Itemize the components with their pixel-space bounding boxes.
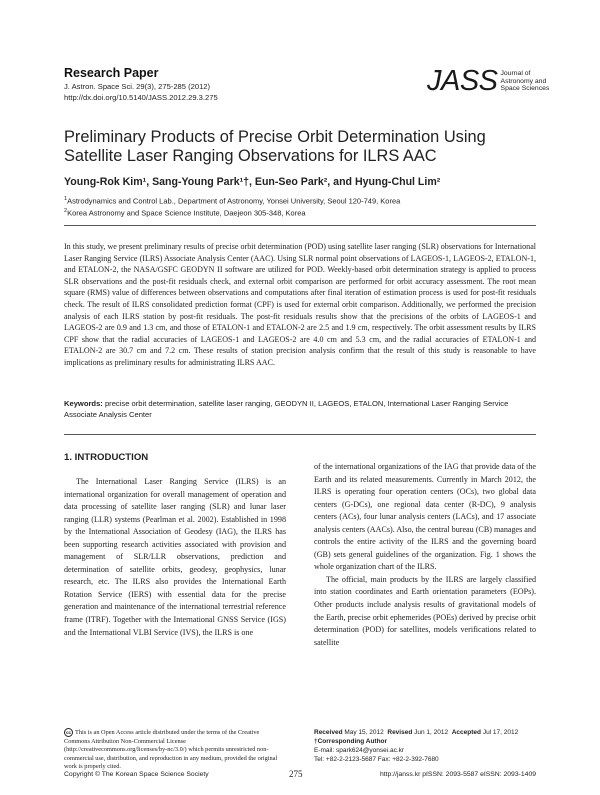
body-column-left [64,476,286,639]
paragraph: The official, main products by the ILRS are largely classified into station coordinates and Earth orientation parameters (EOPs). Other products include analysis results of gravitational models of the Earth, precise orbit ephemerides (POEs) derived by precise orbit determination (POD) for satellites, models verifications related to satellite [314,574,536,647]
logo-subtitle [501,70,550,93]
paper-type: Research Paper [64,66,159,80]
accepted-label: Accepted [451,729,481,736]
footer-copyright: Copyright © The Korean Space Science Society [64,771,209,778]
affiliation-1 [64,196,400,206]
divider-bottom [64,434,536,435]
keywords-text: precise orbit determination, satellite laser ranging, GEODYN II, LAGEOS, ETALON, International Laser Ranging Service Associate Analysis Center [64,399,509,419]
revised-date: Jun 1, 2012 [414,729,449,736]
logo-mark: JASS [427,65,498,97]
paper-title: Preliminary Products of Precise Orbit Determination Using Satellite Laser Ranging Observations for ILRS AAC [64,128,486,165]
keywords-label: Keywords: [64,399,103,408]
doi-link[interactable]: http://dx.doi.org/10.5140/JASS.2012.29.3.275 [64,92,218,102]
accepted-date: Jul 17, 2012 [482,729,519,736]
journal-logo [427,66,549,96]
citation: J. Astron. Space Sci. 29(3), 275-285 (2012) [64,82,211,91]
author-phone: Tel: +82-2-2123-5687 Fax: +82-2-392-7680 [314,756,439,763]
section-heading: 1. INTRODUCTION [64,452,149,463]
body-column-right [314,461,536,649]
affiliation-text: Astrodynamics and Control Lab., Department of Astronomy, Yonsei University, Seoul 120-749, Korea [67,196,401,206]
logo-line-1: Journal of [500,70,531,77]
author-list: Young-Rok Kim¹, Sang-Young Park¹†, Eun-Seo Park², and Hyung-Chul Lim² [64,176,441,188]
affiliation-text: Korea Astronomy and Space Science Institute, Daejeon 305-348, Korea [67,208,306,218]
paragraph: The International Laser Ranging Service (ILRS) is an international organization for overall management of operation and data processing of satellite laser ranging (SLR) and lunar laser ranging (LLR) systems (Pearlman et al. 2002). Established in 1998 by the International Association of Geodesy (IAG), the ILRS has been supporting research activities associated with provision and management of SLR/LLR observations, prediction and determination of satellite orbits, geodesy, geophysics, lunar research, etc. The ILRS also provides the International Earth Rotation Service (IERS) with essential data for the precise generation and maintenance of the international terrestrial reference frame (ITRF). Together with the International GNSS Service (IGS) and the International VLBI Service (IVS), the ILRS is one [64,477,286,637]
page-number: 275 [289,769,303,779]
cc-icon: cc [65,730,72,735]
footer-issn: http://janss.kr pISSN: 2093-5587 eISSN: 2093-1409 [379,771,536,778]
logo-line-3: Space Sciences [500,85,550,93]
abstract: In this study, we present preliminary results of precise orbit determination (POD) using satellite laser ranging (SLR) observations for International Laser Ranging Service (ILRS) Associate Analysis Center (AAC). Using SLR normal point observations of LAGEOS-1, LAGEOS-2, ETALON-1, and ETALON-2, the NASA/GSFC GEODYN II software are utilized for POD. Weekly-based orbit determination strategy is applied to process SLR observations and the post-fit residuals check, and external orbit comparison are performed for orbit accuracy assessment. The root mean square (RMS) value of differences between observations and computations after final iteration of estimation process is used for post-fit residuals check. The result of ILRS consolidated prediction format (CPF) is used for external orbit comparison. Additionally, we performed the precision analysis of each ILRS station by post-fit residuals. The post-fit residuals results show that the precisions of the orbits of LAGEOS-1 and LAGEOS-2 are 0.9 and 1.3 cm, and those of ETALON-1 and ETALON-2 are 2.5 and 1.9 cm, respectively. The orbit assessment results by ILRS CPF show that the radial accuracies of LAGEOS-1 and LAGEOS-2 are 4.0 cm and 5.3 cm, and the radial accuracies of ETALON-1 and ETALON-2 are 30.7 cm and 7.2 cm. These results of station precision analysis confirm that the result of this study is reasonable to have implications as preliminary results for administrating ILRS AAC. [64,242,536,367]
keywords [64,399,536,420]
received-label: Received [314,729,343,736]
affiliation-2 [64,208,306,218]
logo-line-2: Astronomy and [500,77,547,85]
received-info [314,728,536,764]
journal-header [64,66,218,103]
corresponding-author: †Corresponding Author [314,738,388,745]
affiliation-mark: 1 [64,196,68,202]
received-date: May 15, 2012 [344,729,384,736]
divider-top [64,225,536,226]
revised-label: Revised [387,729,413,736]
dates-line [314,728,536,737]
license-note [64,728,286,772]
license-text: This is an Open Access article distributed under the terms of the Creative Commons Attribution Non-Commercial License (http://creativecommons.org/licenses/by-nc/3.0/) which permits unrestricted non-commercial use, distribution, and reproduction in any medium, provided the original work is properly cited. [64,728,278,771]
author-email[interactable]: E-mail: spark624@yonsei.ac.kr [314,747,405,754]
paragraph: of the international organizations of the IAG that provide data of the Earth and its related measurements. Currently in March 2012, the ILRS is operating four operation centers (OCs), two global data centers (G-DCs), one regional data center (R-DC), 9 analysis centers (ACs), four lunar analysis centers (LACs), and 17 associate analysis centers (AACs). Also, the central bureau (CB) manages and controls the entire activity of the ILRS and the governing board (GB) sets general guidelines of the organization. Fig. 1 shows the whole organization chart of the ILRS. [314,462,536,572]
affiliation-mark: 2 [64,208,68,214]
